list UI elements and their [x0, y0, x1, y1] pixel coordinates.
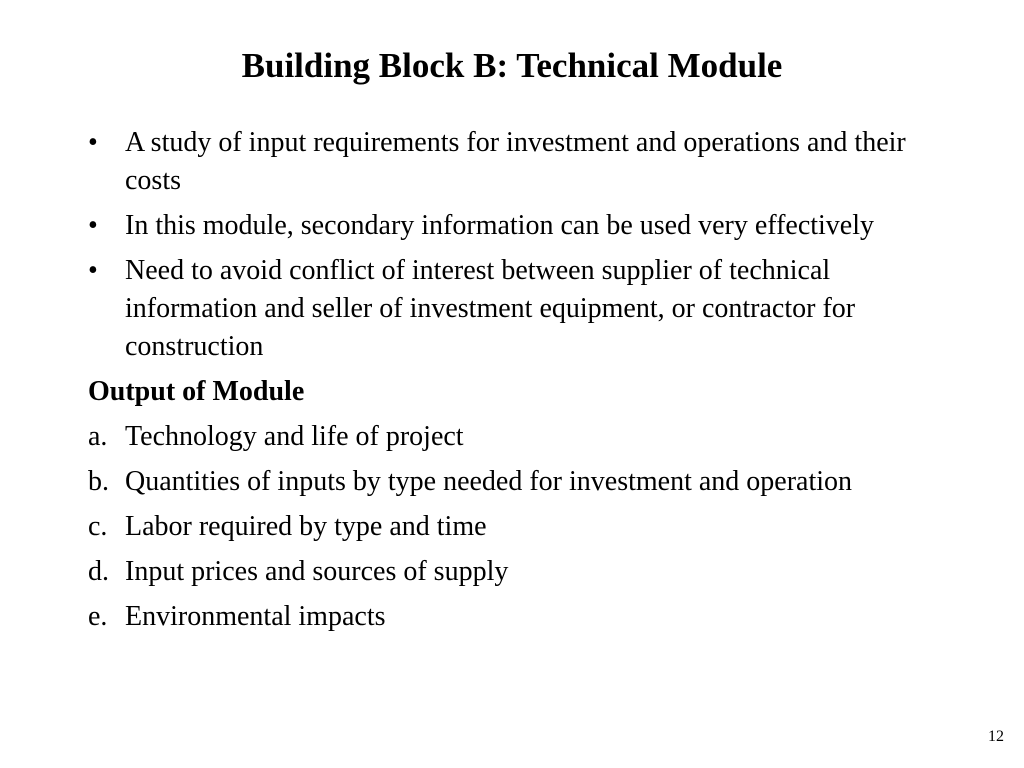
output-text: Technology and life of project	[125, 421, 464, 452]
bullet-text: In this module, secondary information can be used very effectively	[125, 210, 875, 241]
output-marker: b.	[88, 466, 109, 497]
bullet-text: A study of input requirements for investment and operations and their costs	[125, 127, 906, 196]
bullet-item	[88, 252, 968, 366]
slide-title: Building Block B: Technical Module	[241, 46, 783, 85]
output-marker: e.	[88, 601, 108, 632]
bullet-list	[88, 124, 968, 366]
bullet-marker: •	[88, 127, 98, 158]
bullet-text: Need to avoid conflict of interest between supplier of technical information and seller of investment equipment, or contractor for construction	[125, 255, 856, 362]
page-number: 12	[988, 728, 1004, 745]
slide-content	[88, 124, 968, 643]
output-text: Quantities of inputs by type needed for investment and operation	[125, 466, 853, 497]
output-marker: a.	[88, 421, 108, 452]
output-text: Input prices and sources of supply	[125, 556, 509, 587]
bullet-marker: •	[88, 255, 98, 286]
bullet-item	[88, 124, 968, 200]
output-heading: Output of Module	[88, 376, 305, 407]
output-item	[88, 418, 968, 456]
bullet-marker: •	[88, 210, 98, 241]
output-list	[88, 418, 968, 636]
output-marker: d.	[88, 556, 109, 587]
output-item	[88, 553, 968, 591]
output-text: Labor required by type and time	[125, 511, 487, 542]
bullet-item	[88, 207, 968, 245]
output-item	[88, 508, 968, 546]
output-marker: c.	[88, 511, 108, 542]
output-item	[88, 598, 968, 636]
output-item	[88, 463, 968, 501]
output-text: Environmental impacts	[125, 601, 386, 632]
